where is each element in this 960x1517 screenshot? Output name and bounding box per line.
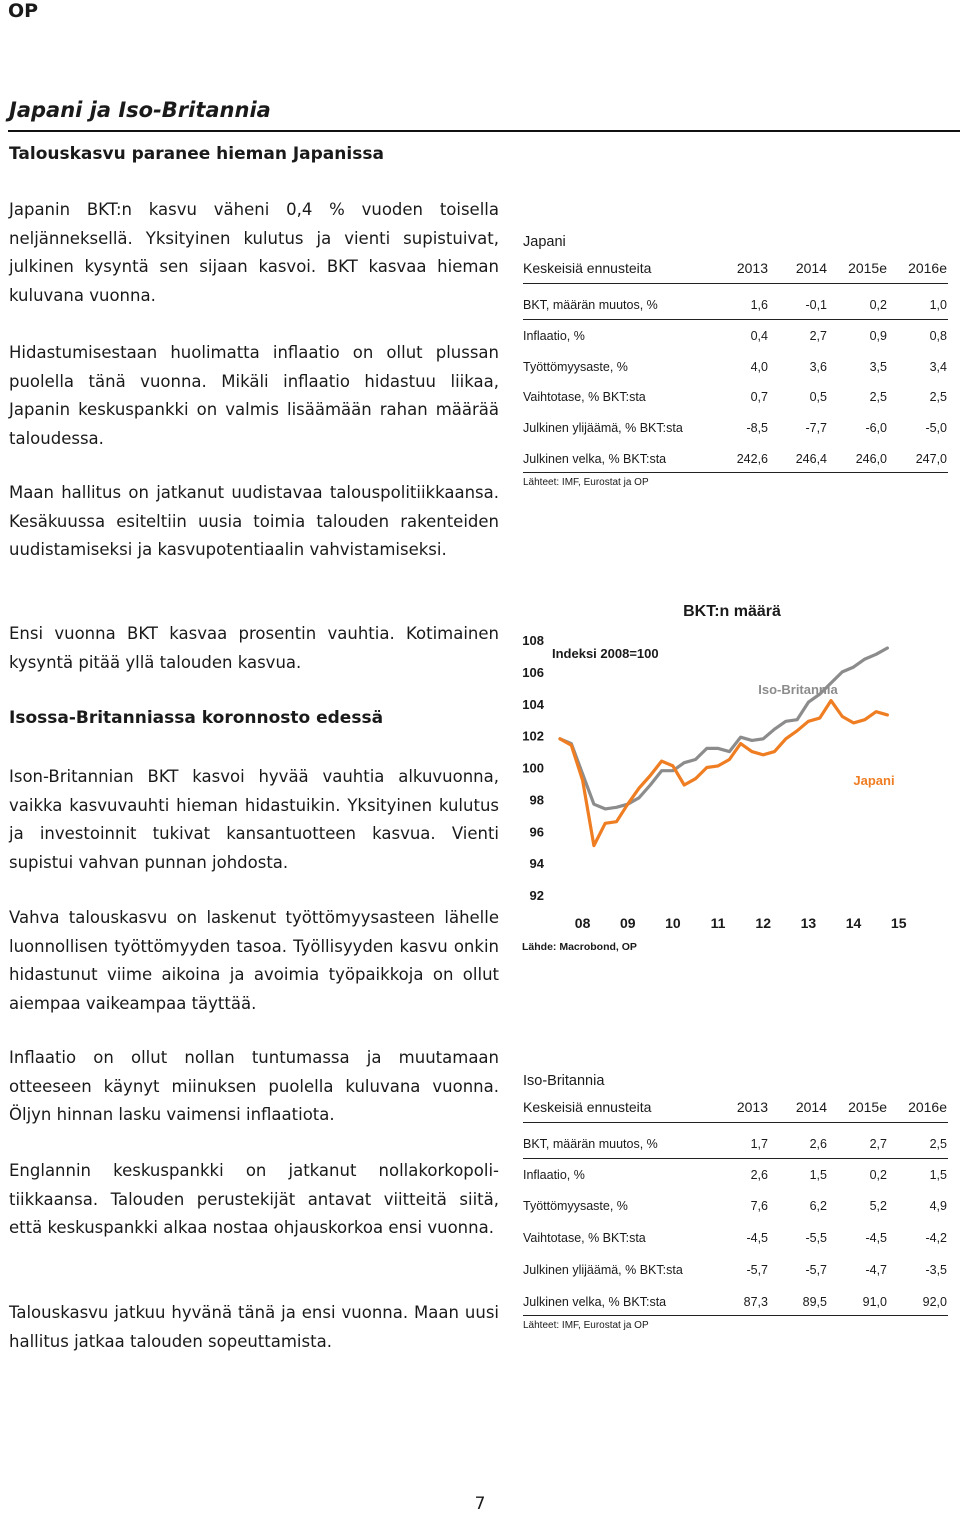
table-row xyxy=(523,360,948,378)
y-tick-label: 98 xyxy=(529,792,544,808)
cell: 0,7 xyxy=(750,390,768,404)
y-axis-ticks xyxy=(522,633,544,903)
cell: -5,7 xyxy=(746,1263,768,1277)
series-line-iso-britannia xyxy=(560,648,887,809)
row-label: Inflaatio, % xyxy=(523,329,585,343)
cell: 0,5 xyxy=(809,390,827,404)
chart-title: BKT:n määrä xyxy=(683,603,781,620)
cell: -4,2 xyxy=(925,1231,947,1245)
cell: 1,5 xyxy=(809,1168,827,1182)
cell: 2,6 xyxy=(809,1137,827,1151)
row-label: BKT, määrän muutos, % xyxy=(523,298,658,312)
table-source: Lähteet: IMF, Eurostat ja OP xyxy=(523,1320,649,1331)
table-rule xyxy=(523,319,948,320)
uk-paragraph: Englannin keskuspankki on jatkanut nollakorkopolitiikkaansa. Talouden perustekijät antavat viitteitä siitä, että keskuspankki alkaa nostaa ohjauskorkoa ensi vuonna. xyxy=(9,1161,499,1238)
cell: -8,5 xyxy=(746,421,768,435)
header-year: 2014 xyxy=(795,1099,827,1115)
cell: 89,5 xyxy=(802,1295,827,1309)
header-year: 2013 xyxy=(736,1099,768,1115)
y-tick-label: 104 xyxy=(522,696,544,712)
x-tick-label: 11 xyxy=(710,915,726,931)
cell: 1,5 xyxy=(929,1168,947,1182)
series-label-japan: Japani xyxy=(853,773,895,788)
brand-logo-text: OP xyxy=(8,0,39,22)
y-tick-label: 94 xyxy=(529,856,544,872)
cell: 7,6 xyxy=(750,1199,768,1213)
cell: 2,7 xyxy=(809,329,827,343)
table-row xyxy=(523,452,948,470)
header-year: 2013 xyxy=(736,260,768,276)
header-year: 2015e xyxy=(848,260,887,276)
y-tick-label: 92 xyxy=(529,888,544,903)
table-rule xyxy=(523,1158,948,1159)
cell: -5,0 xyxy=(925,421,947,435)
cell: 2,5 xyxy=(929,390,947,404)
cell: -6,0 xyxy=(865,421,887,435)
y-tick-label: 100 xyxy=(522,760,544,776)
chart-source: Lähde: Macrobond, OP xyxy=(522,941,637,953)
table-row xyxy=(523,1199,948,1217)
series-label-uk: Iso-Britannia xyxy=(758,682,838,697)
cell: 0,4 xyxy=(750,329,768,343)
cell: 2,6 xyxy=(750,1168,768,1182)
cell: -7,7 xyxy=(805,421,827,435)
table-rule xyxy=(523,283,948,284)
row-label: Inflaatio, % xyxy=(523,1168,585,1182)
cell: 246,0 xyxy=(855,452,887,466)
page-number: 7 xyxy=(474,1494,486,1514)
chart-series xyxy=(560,648,887,846)
section-divider xyxy=(8,130,960,132)
table-rule xyxy=(523,472,948,473)
cell: -4,7 xyxy=(865,1263,887,1277)
uk-paragraph: Ison-Britannian BKT kasvoi hyvää vauhtia alkuvuonna, vaikka kasvuvauhti hieman hidastuikin. Yksityinen kulutus ja investoinnit tukivat kansantuotteen kasvua. Vienti supistui vahvan punnan johdosta. xyxy=(9,767,499,872)
uk-heading: Isossa-Britanniassa koronnosto edessä xyxy=(9,708,384,728)
table-title: Japani xyxy=(523,234,566,250)
cell: 92,0 xyxy=(922,1295,947,1309)
japan-paragraph: Maan hallitus on jatkanut uudistavaa talouspolitiikkaansa. Kesäkuussa esiteltiin uusia toimia talouden rakenteiden uudistamiseksi ja kasvupotentiaalin vahvistamiseksi. xyxy=(9,483,499,560)
japan-paragraph: Japanin BKT:n kasvu väheni 0,4 % vuoden toisella neljänneksellä. Yksityinen kulutus ja vienti supistuivat, julkinen kysyntä sen sijaan kasvoi. BKT kasvaa hieman kuluvana vuonna. xyxy=(9,200,499,305)
cell: 4,0 xyxy=(750,360,768,374)
table-row xyxy=(523,1137,948,1155)
cell: 1,0 xyxy=(929,298,947,312)
x-tick-label: 08 xyxy=(574,915,591,931)
cell: -0,1 xyxy=(805,298,827,312)
cell: 0,8 xyxy=(929,329,947,343)
cell: -4,5 xyxy=(865,1231,887,1245)
table-rule xyxy=(523,1315,948,1316)
row-label: Työttömyysaste, % xyxy=(523,1199,628,1213)
japan-paragraph: Hidastumisestaan huolimatta inflaatio on ollut plussan puolella tänä vuonna. Mikäli inflaatio hidastuu liikaa, Japanin keskuspankki on valmis lisäämään rahan määrää taloudessa. xyxy=(9,343,499,448)
cell: 0,2 xyxy=(869,1168,887,1182)
gdp-chart xyxy=(510,590,950,960)
japan-heading: Talouskasvu paranee hieman Japanissa xyxy=(9,144,384,164)
cell: -5,7 xyxy=(805,1263,827,1277)
cell: -3,5 xyxy=(925,1263,947,1277)
header-label: Keskeisiä ennusteita xyxy=(523,1099,652,1115)
x-tick-label: 14 xyxy=(845,915,862,931)
row-label: Julkinen velka, % BKT:sta xyxy=(523,1295,667,1309)
series-labels xyxy=(758,682,894,788)
table-row xyxy=(523,421,948,439)
cell: 1,7 xyxy=(750,1137,768,1151)
japan-paragraph: Ensi vuonna BKT kasvaa prosentin vauhtia. Kotimainen kysyntä pitää yllä talouden kasvua. xyxy=(9,624,499,672)
x-tick-label: 09 xyxy=(619,915,636,931)
cell: 91,0 xyxy=(862,1295,887,1309)
table-row xyxy=(523,1295,948,1313)
y-tick-label: 106 xyxy=(522,664,544,680)
table-row xyxy=(523,1168,948,1186)
cell: 2,5 xyxy=(869,390,887,404)
row-label: Vaihtotase, % BKT:sta xyxy=(523,1231,646,1245)
y-tick-label: 96 xyxy=(529,824,544,840)
row-label: Vaihtotase, % BKT:sta xyxy=(523,390,646,404)
table-row xyxy=(523,329,948,347)
cell: 2,7 xyxy=(869,1137,887,1151)
cell: 5,2 xyxy=(869,1199,887,1213)
header-label: Keskeisiä ennusteita xyxy=(523,260,652,276)
table-source: Lähteet: IMF, Eurostat ja OP xyxy=(523,477,649,488)
cell: 87,3 xyxy=(743,1295,768,1309)
header-year: 2016e xyxy=(908,1099,947,1115)
cell: 3,5 xyxy=(869,360,887,374)
series-line-japani xyxy=(560,701,887,846)
y-tick-label: 102 xyxy=(522,728,544,744)
cell: 3,4 xyxy=(929,360,947,374)
x-tick-label: 15 xyxy=(890,915,907,931)
x-axis-ticks xyxy=(575,915,907,931)
x-tick-label: 10 xyxy=(665,915,681,931)
chart-subtitle: Indeksi 2008=100 xyxy=(552,646,659,661)
table-header-row xyxy=(523,260,948,278)
uk-paragraph: Inflaatio on ollut nollan tuntumassa ja muutamaan otteeseen käynyt miinuksen puolella kuluvana vuonna. Öljyn hinnan lasku vaimensi inflaatiota. xyxy=(9,1048,499,1125)
cell: 4,9 xyxy=(929,1199,947,1213)
cell: 247,0 xyxy=(915,452,947,466)
row-label: BKT, määrän muutos, % xyxy=(523,1137,658,1151)
row-label: Työttömyysaste, % xyxy=(523,360,628,374)
row-label: Julkinen ylijäämä, % BKT:sta xyxy=(523,421,683,435)
header-year: 2016e xyxy=(908,260,947,276)
row-label: Julkinen velka, % BKT:sta xyxy=(523,452,667,466)
section-title: Japani ja Iso-Britannia xyxy=(9,98,271,122)
uk-paragraph: Talouskasvu jatkuu hyvänä tänä ja ensi vuonna. Maan uusi hallitus jatkaa talouden sopeuttamista. xyxy=(9,1303,499,1351)
uk-paragraph: Vahva talouskasvu on laskenut työttömyysasteen lähelle luonnollisen työttömyyden tasoa. Työllisyyden kasvu onkin hidastunut viime aikoina ja avoimia työpaikkoja on ollut aiempaa vaikeampaa täyttää. xyxy=(9,908,499,1013)
table-row xyxy=(523,1231,948,1249)
header-year: 2014 xyxy=(795,260,827,276)
cell: 2,5 xyxy=(929,1137,947,1151)
x-tick-label: 13 xyxy=(800,915,817,931)
cell: 0,2 xyxy=(869,298,887,312)
table-rule xyxy=(523,1122,948,1123)
row-label: Julkinen ylijäämä, % BKT:sta xyxy=(523,1263,683,1277)
y-tick-label: 108 xyxy=(522,633,544,648)
cell: 242,6 xyxy=(736,452,768,466)
cell: -5,5 xyxy=(805,1231,827,1245)
table-row xyxy=(523,1263,948,1281)
cell: -4,5 xyxy=(746,1231,768,1245)
x-tick-label: 12 xyxy=(755,915,772,931)
cell: 246,4 xyxy=(795,452,827,466)
table-row xyxy=(523,390,948,408)
cell: 1,6 xyxy=(750,298,768,312)
cell: 6,2 xyxy=(809,1199,827,1213)
table-header-row xyxy=(523,1099,948,1117)
header-year: 2015e xyxy=(848,1099,887,1115)
cell: 3,6 xyxy=(809,360,827,374)
table-row xyxy=(523,298,948,316)
table-title: Iso-Britannia xyxy=(523,1073,605,1089)
gdp-chart-svg xyxy=(510,590,950,960)
cell: 0,9 xyxy=(869,329,887,343)
